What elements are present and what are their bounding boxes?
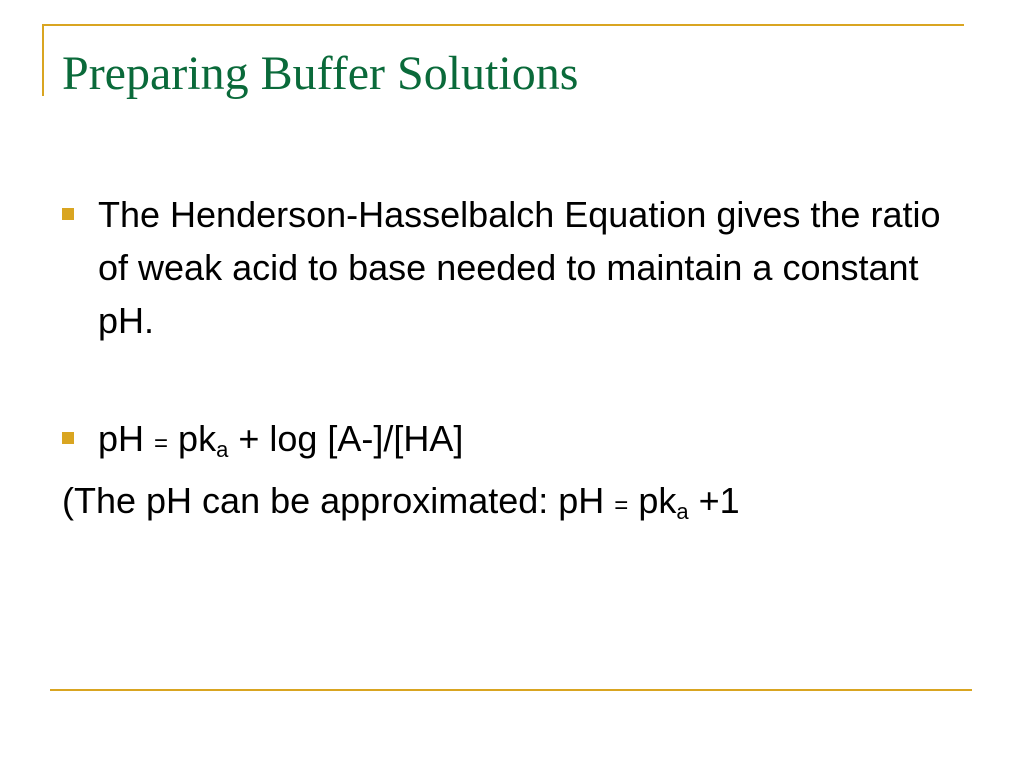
slide-title: Preparing Buffer Solutions <box>62 47 579 100</box>
note-equals: = <box>614 492 629 519</box>
equation-rhs: + log [A-]/[HA] <box>228 418 464 459</box>
note-suffix: +1 <box>688 480 740 521</box>
equation-equals: = <box>154 430 169 457</box>
frame-bottom-rule <box>50 689 972 691</box>
equation-text <box>98 412 958 470</box>
square-bullet-icon <box>62 432 74 444</box>
frame-top-rule <box>42 24 964 26</box>
equation-subscript: a <box>216 437 229 462</box>
frame-left-rule <box>42 24 44 96</box>
note-pk: pk <box>628 480 677 521</box>
approximation-note <box>62 474 740 532</box>
note-prefix: (The pH can be approximated: pH <box>62 480 615 521</box>
square-bullet-icon <box>62 208 74 220</box>
equation-lhs: pH <box>98 418 155 459</box>
bullet-item-henderson <box>62 188 958 347</box>
note-subscript: a <box>676 499 689 524</box>
bullet-item-equation <box>62 412 958 470</box>
bullet-text-henderson: The Henderson-Hasselbalch Equation gives the ratio of weak acid to base needed to maintain a constant pH. <box>98 194 941 341</box>
equation-pk: pk <box>168 418 217 459</box>
